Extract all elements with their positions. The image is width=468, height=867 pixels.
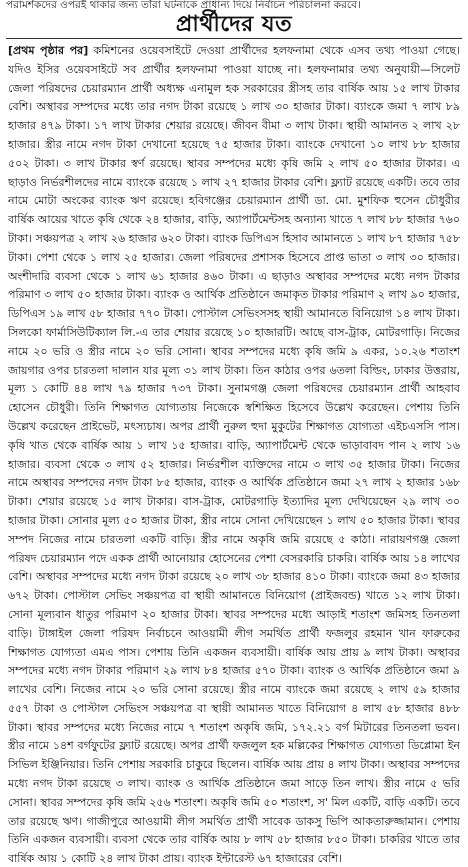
article-body (8, 42, 460, 867)
previous-article-fragment: পরামর্শকদের ওপরই থাকার জন্য তাঁরা ঘটনাকে প্রাধান্য দিয়ে নির্বাচন পরিচালনা করবে। (6, 0, 361, 11)
article-paragraph (8, 42, 460, 867)
continuation-label: [প্রথম পৃষ্ঠার পর] (8, 44, 89, 57)
headline: প্রার্থীদের যত (175, 12, 293, 37)
article-text: কমিশনের ওয়েবসাইটে দেওয়া প্রার্থীদের হলফনামা থেকে এসব তথ্য পাওয়া গেছে। যদিও ইসির ওয়েবসাইটে সব প্রার্থীর হলফনামা পাওয়া যাচ্ছে না। হলফনামার তথ্য অনুযায়ী—সিলেট জেলা পরিষদের চেয়ারম্যান প্রার্থী অধ্যক্ষ এনামুল হক সরকারের স্ত্রীসহ তার বার্ষিক আয় ১৫ লাখ টাকার বেশি। অস্থাবর সম্পদের মধ্যে তার নগদ টাকা রয়েছে ১ লাখ ৩০ হাজার টাকা। ব্যাংকে জমা ৭ লাখ ৮৯ হাজার ৪৭৯ টাকা। ১৭ লাখ টাকার শেয়ার রয়েছে। জীবন বীমা ৩ লাখ টাকা। স্থায়ী আমানত ২ লাখ ২৮ হাজার। স্ত্রীর নামে নগদ টাকা দেখানো হয়েছে ৭৫ হাজার টাকা। ব্যাংকে দেখানো ১০ লাখ ৮৮ হাজার ৫০২ টাকা। ৩ লাখ টাকার স্বর্ণ রয়েছে। স্থাবর সম্পদের মধ্যে কৃষি জমি ২ লাখ ৫০ হাজার টাকার। এ ছাড়াও নির্ভরশীলদের নামে ব্যাংকে রয়েছে ১ লাখ ২৭ হাজার টাকার বেশি। ফ্ল্যাট রয়েছে একটি। তবে তার নামে মোটা অংকের ব্যাংক ঋণ রয়েছে। হবিগঞ্জের চেয়ারম্যান প্রার্থী ডা. মো. মুশফিক হুসেন চৌধুরীর বার্ষিক আয়ের খাতে কৃষি থেকে ২৪ হাজার, বাড়ি, অ্যাপার্টমেন্টসহ অন্যান্য খাতে ৭ লাখ ৮৮ হাজার ৭৬০ টাকা। সঞ্চয়পত্র ২ লাখ ২৬ হাজার ৬২০ টাকা। ব্যাংক ডিপিএস হিসাব আমানতে ১ লাখ ৮৭ হাজার ৭৫৮ টাকা। পেশা থেকে ১ লাখ ২৫ হাজার। জেলা পরিষদের প্রশাসক হিসেবে প্রাপ্ত ভাতা ৩ লাখ ৩০ হাজার। অংশীদারি ব্যবসা থেকে ১ লাখ ৬১ হাজার ৪৬০ টাকা। এ ছাড়াও অস্থাবর সম্পদের মধ্যে নগদ টাকার পরিমাণ ৩ লাখ ৫০ হাজার টাকা। ব্যাংক ও আর্থিক প্রতিষ্ঠানে জমাকৃত টাকার পরিমাণ ২ লাখ ৯০ হাজার, ডিপিএস ১৯ লাখ ৫৮ হাজার ৭৭০ টাকা। পোস্টাল সেভিংসসহ স্থায়ী আমানতে বিনিয়োগ ১৪ লাখ টাকা। সিলকো ফার্মাসিউটিক্যাল লি.-এ তার শেয়ার রয়েছে ১০ হাজারটি। আছে বাস-ট্রাক, মোটরগাড়ি। নিজের নামে ২০ ভরি ও স্ত্রীর নামে ২০ ভরি সোনা। স্থাবর সম্পদের মধ্যে কৃষি জমি ৯ একর, ১০.২৬ শতাংশ জায়গার ওপর চারতলা দালান যার মূল্য ৩১ লাখ টাকা। তিন কাঠার ওপর ৬তলা বিল্ডিং, ঢাকার উত্তরায়, মূল্য ১ কোটি ৪৪ লাখ ৭৯ হাজার ৭৩৭ টাকা। সুনামগঞ্জ জেলা পরিষদের চেয়ারম্যান প্রার্থী আহবাব হোসেন চৌধুরী। তিনি শিক্ষাগত যোগ্যতায় নিজেকে স্বশিক্ষিত হিসেবে উল্লেখ করেছেন। পেশায় তিনি উল্লেখ করেছেন প্রাইভেট, মৎস্যচাষ। অপর প্রার্থী নুরুল হুদা মুকুটের শিক্ষাগত যোগ্যতা এইচএসসি পাস। কৃষি খাত থেকে বার্ষিক আয় ১ লাখ ১৫ হাজার। বাড়ি, অ্যাপার্টমেন্ট থেকে ভাড়াবাবদ পান ২ লাখ ১৬ হাজার। ব্যবসা থেকে ৩ লাখ ৫২ হাজার। নির্ভরশীল ব্যক্তিদের নামে ৩ লাখ ৩৫ হাজার টাকা। নিজের নামে অস্থাবর সম্পদের নগদ টাকা ৮৫ হাজার, ব্যাংক ও আর্থিক প্রতিষ্ঠানে জমা ২৭ লাখ ২ হাজার ১৬৮ টাকা। শেয়ার রয়েছে ১৫ লাখ টাকার। বাস-ট্রাক, মোটরগাড়ি ইত্যাদির মূল্য দেখিয়েছেন ২৯ লাখ ৩০ হাজার টাকা। সোনার মূল্য ৫০ হাজার টাকা, স্ত্রীর নামে সোনা দেখিয়েছেন ১ লাখ ৫০ হাজার টাকা। স্থাবর সম্পদ নিজের নামে চারতলা একটি বাড়ি। স্ত্রীর নামে অকৃষি জমি রয়েছে ৫ কাঠা। নারায়ণগঞ্জ জেলা পরিষদ চেয়ারম্যান পদে একক প্রার্থী আনোয়ার হোসেনের পেশা বেসরকারি চাকরি। বার্ষিক আয় ১৪ লাখের বেশি। অস্থাবর সম্পদের মধ্যে নগদ টাকা রয়েছে ২০ লাখ ৩৮ হাজার ৪১০ টাকা। ব্যাংকে জমা ৪৩ হাজার ৬৭২ টাকা। পোস্টাল সেভিং সঞ্চয়পত্র বা স্থায়ী আমানতে বিনিয়োগ (প্রাইজবন্ড) খাতে ১২ লাখ টাকা। সোনা মূল্যবান ধাতুর পরিমাণ ২০ হাজার টাকা। স্থাবর সম্পদের মধ্যে আড়াই শতাংশ জমিসহ তিনতলা বাড়ি। টাঙ্গাইল জেলা পরিষদ নির্বাচনে আওয়ামী লীগ সমর্থিত প্রার্থী ফজলুর রহমান খান ফারুকের শিক্ষাগত যোগ্যতা এমএ পাস। পেশায় তিনি একজন ব্যবসায়ী। বার্ষিক আয় প্রায় ৯ লাখ টাকা। অস্থাবর সম্পদের মধ্যে নগদ টাকার পরিমাণ ২৯ লাখ ৮৪ হাজার ৫৭০ টাকা। ব্যাংক ও আর্থিক প্রতিষ্ঠানে জমা ৯ লাখের বেশি। নিজের নামে ২০ ভরি সোনা রয়েছে। স্ত্রীর নামে ব্যাংকে জমা রয়েছে ২ লাখ ৫৯ হাজার ৫৫৭ টাকা ও পোস্টাল সেভিংস সঞ্চয়পত্র বা স্থায়ী আমানত খাতে বিনিয়োগ ৪ লাখ ৫৮ হাজার ৪৮৮ টাকা। স্থাবর সম্পদের মধ্যে নিজের নামে ৭ শতাংশ অকৃষি জমি, ১৭২.২১ বর্গ মিটারের তিনতলা ভবন। স্ত্রীর নামে ১৪শ বর্গফুটের ফ্ল্যাট রয়েছে। অপর প্রার্থী ফজলুল হক মল্লিকের শিক্ষাগত যোগ্যতা ডিপ্লোমা ইন সিভিল ইঞ্জিনিয়ার। তিনি পেশায় সরকারি চাকুরে ছিলেন। বার্ষিক আয় প্রায় ৪ লাখ টাকা। অস্থাবর সম্পদের মধ্যে নগদ টাকা রয়েছে ৩ লাখ। ব্যাংক ও আর্থিক প্রতিষ্ঠানে জমা সাড়ে তিন লাখ। স্ত্রীর নামে ৫ ভরি সোনা। স্থাবর সম্পদের কৃষি জমি ২৫৬ শতাংশ। অকৃষি জমি ৫০ শতাংশ, স' মিল একটি, বাড়ি একটি। তবে তার রয়েছে ঋণ। গাজীপুরে আওয়ামী লীগ সমর্থিত প্রার্থী সাবেক ডাকসু ভিপি আকতারুজ্জামান। পেশায় তিনি একজন ব্যবসায়ী। ব্যবসা থেকে তার বার্ষিক আয় ৮ লাখ ৫৮ হাজার ৮৫০ টাকা। চাকরির খাতে তার বার্ষিক আয় ১ কোটি ২৪ লাখ টাকা প্রায়। ব্যাংক ইন্টারেস্ট ৬৭ হাজারের বেশি। (8, 44, 460, 866)
headline-divider (6, 38, 462, 39)
